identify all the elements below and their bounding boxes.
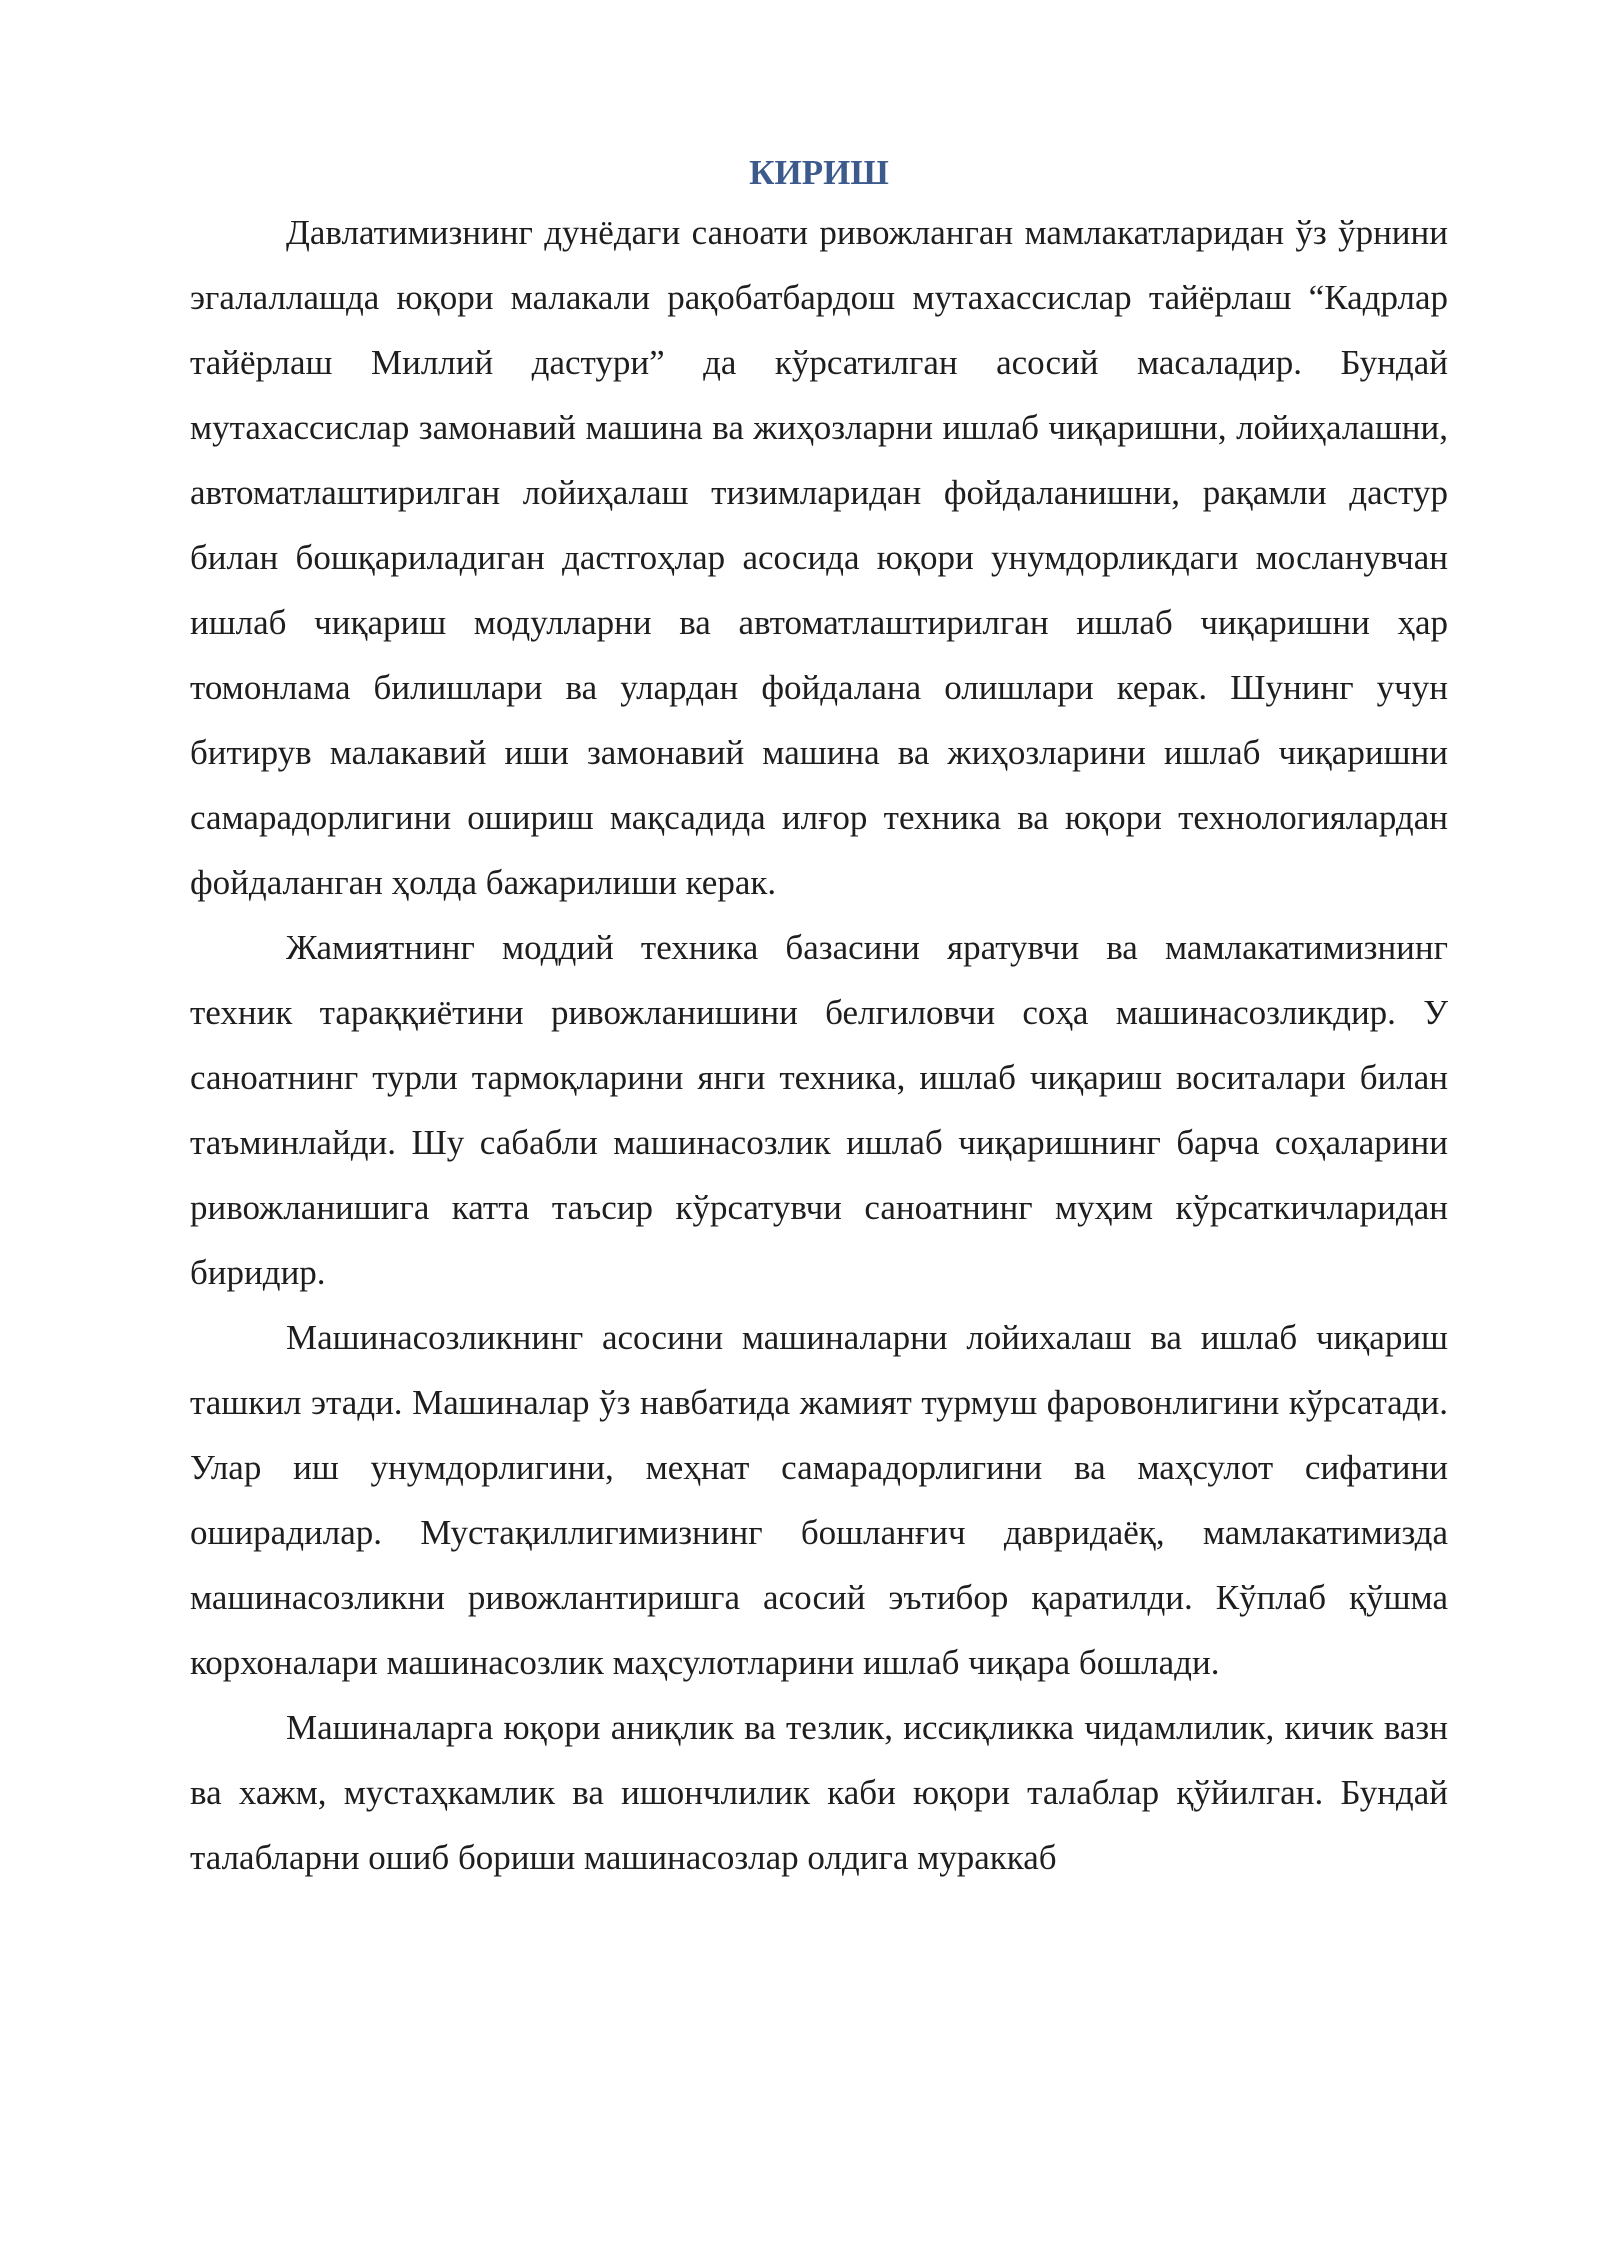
document-heading: КИРИШ: [749, 153, 889, 192]
paragraph-4: Машиналарга юқори аниқлик ва тезлик, иссиқликка чидамлилик, кичик вазн ва хажм, мустаҳкамлик ва ишончлилик каби юқори талаблар қўйилган. Бундай талабларни ошиб бориши машинасозлар олдига мураккаб: [190, 1708, 1448, 1877]
paragraph-2: Жамиятнинг моддий техника базасини яратувчи ва мамлакатимизнинг техник тараққиётини ривожланишини белгиловчи соҳа машинасозликдир. У саноатнинг турли тармоқларини янги техника, ишлаб чиқариш воситалари билан таъминлайди. Шу сабабли машинасозлик ишлаб чиқаришнинг барча соҳаларини ривожланишига катта таъсир кўрсатувчи саноатнинг муҳим кўрсаткичларидан биридир.: [190, 928, 1448, 1292]
paragraph-3: Машинасозликнинг асосини машиналарни лойихалаш ва ишлаб чиқариш ташкил этади. Машиналар ўз навбатида жамият турмуш фаровонлигини кўрсатади. Улар иш унумдорлигини, меҳнат самарадорлигини ва маҳсулот сифатини оширадилар. Мустақиллигимизнинг бошланғич давридаёқ, мамлакатимизда машинасозликни ривожлантиришга асосий эътибор қаратилди. Кўплаб қўшма корхоналари машинасозлик маҳсулотларини ишлаб чиқара бошлади.: [190, 1318, 1448, 1682]
paragraph-1: Давлатимизнинг дунёдаги саноати ривожланган мамлакатларидан ўз ўрнини эгалаллашда юқори малакали рақобатбардош мутахассислар тайёрлаш “Кадрлар тайёрлаш Миллий дастури” да кўрсатилган асосий масаладир. Бундай мутахассислар замонавий машина ва жиҳозларни ишлаб чиқаришни, лойиҳалашни, автоматлаштирилган лойиҳалаш тизимларидан фойдаланишни, рақамли дастур билан бошқариладиган дастгоҳлар асосида юқори унумдорликдаги мосланувчан ишлаб чиқариш модулларни ва автоматлаштирилган ишлаб чиқаришни ҳар томонлама билишлари ва улардан фойдалана олишлари керак. Шунинг учун битирув малакавий иши замонавий машина ва жиҳозларини ишлаб чиқаришни самарадорлигини ошириш мақсадида илғор техника ва юқори технологиялардан фойдаланган ҳолда бажарилиши керак.: [190, 213, 1448, 902]
document-body: [190, 148, 1448, 1890]
